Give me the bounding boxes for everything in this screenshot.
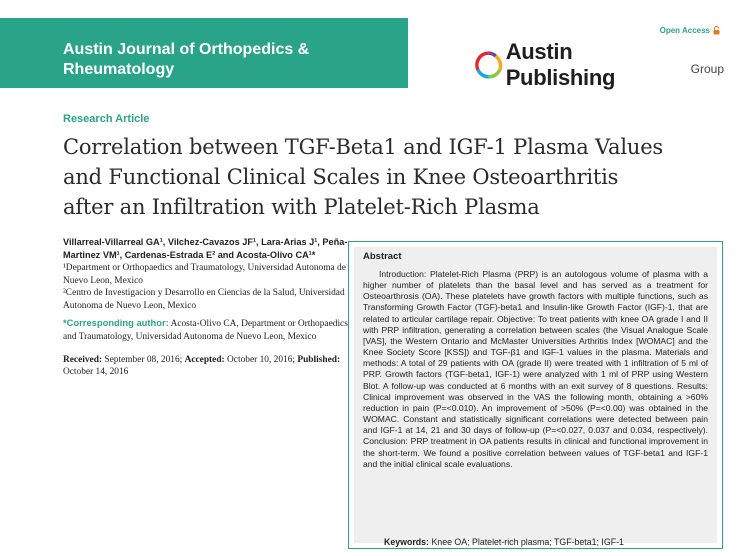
keywords-list: Knee OA; Platelet-rich plasma; TGF-beta1; IGF-1 — [431, 537, 624, 547]
keywords-label: Keywords: — [384, 537, 429, 547]
abstract-box — [348, 241, 723, 549]
affiliation-2: ²Centro de Investigacion y Desarrollo en Ciencias de la Salud, Universidad Autonoma de Nuevo Leon, Mexico — [63, 288, 345, 311]
publication-dates — [63, 354, 348, 379]
open-access-lock-icon — [713, 26, 720, 35]
article-title-line2: and Functional Clinical Scales in Knee Osteoarthritis — [63, 165, 619, 189]
corresponding-author — [63, 317, 348, 343]
abstract-panel — [354, 247, 717, 547]
journal-name — [63, 40, 403, 80]
corresponding-author-label: *Corresponding author: — [63, 317, 169, 329]
open-access-badge — [660, 26, 720, 35]
journal-name-line2: Rheumatology — [63, 61, 175, 78]
article-title-line3: after an Infiltration with Platelet-Rich Plasma — [63, 195, 540, 219]
author-info-column — [63, 236, 348, 379]
journal-name-line1: Austin Journal of Orthopedics & — [63, 41, 310, 58]
published-label: Published: — [297, 354, 341, 365]
open-access-label: Open Access — [659, 26, 710, 35]
accepted-date: October 10, 2016; — [227, 354, 295, 365]
abstract-text: Introduction: Platelet-Rich Plasma (PRP) is an autologous volume of plasma with a higher number of platelets than the basal level and has served as a treatment for Osteoarthrosis (OA). These platelets have growth factors with multiple functions, such as Transforming Growth Factor (TGF)-beta1 and Insulin-like Growth Factor (IGF)-1, that are related to articular cartilage repair. Objective: To treat patients with knee OA grade I and II with PRP infiltration, generating a correlation between scales (the Visual Analogue Scale [VAS], the Western Ontario and McMaster Universities Arthritis Index [WOMAC] and the Knee Society Score [KSS]) and TGF-β1 and IGF-1 values in the plasma. Materials and methods: A total of 29 patients with OA (grade II) were treated with 1 infiltration of 5 ml of PRP. Growth factors (TGF-beta1, IGF-1) were analyzed with 1 ml of PRP using Western Blot. A follow-up was conducted at 6 months with an exit survey of 8 questions. Results: Clinical improvement was observed in the VAS the following month, obtaining a >60% reduction in pain (P=<0.010). An improvement of >50% (P=<0.00) was obtained in the WOMAC. Constant and statistically significant correlations were detected between pain and IGF-1 at 14, 21 and 30 days of follow-up (P=<0.027, 0.037 and 0.034, respectively). Conclusion: PRP treatment in OA patients results in clinical and functional improvement in the short-term. We found a positive correlation between values of TGF-beta1 and IGF-1 and the initial clinical scale evaluations. — [363, 269, 708, 469]
received-date: September 08, 2016; — [104, 354, 183, 365]
keywords — [384, 537, 624, 547]
article-title — [63, 132, 733, 222]
author-list: Villarreal-Villarreal GA¹, Vilchez-Cavazos JF¹, Lara-Arias J¹, Peña-Martinez VM¹, Cardenas-Estrada E² and Acosta-Olivo CA¹* — [63, 237, 348, 260]
publisher-brand — [474, 39, 724, 90]
corresponding-author-text: Acosta-Olivo CA, Department or Orthopaedics and Traumatology, Universidad Autonoma de Nuevo Leon, Mexico — [63, 319, 348, 342]
received-label: Received: — [63, 354, 103, 365]
abstract-heading: Abstract — [363, 251, 402, 262]
published-date: October 14, 2016 — [63, 367, 129, 378]
accepted-label: Accepted: — [184, 354, 225, 365]
article-title-line1: Correlation between TGF-Beta1 and IGF-1 Plasma Values — [63, 135, 663, 159]
publisher-suffix: Group — [690, 62, 724, 76]
affiliation-1: ¹Department or Orthopaedics and Traumatology, Universidad Autonoma de Nuevo Leon, Mexico — [63, 263, 346, 286]
publisher-name: Austin Publishing — [505, 39, 616, 90]
austin-publishing-logo — [474, 50, 504, 80]
article-type: Research Article — [63, 113, 150, 125]
